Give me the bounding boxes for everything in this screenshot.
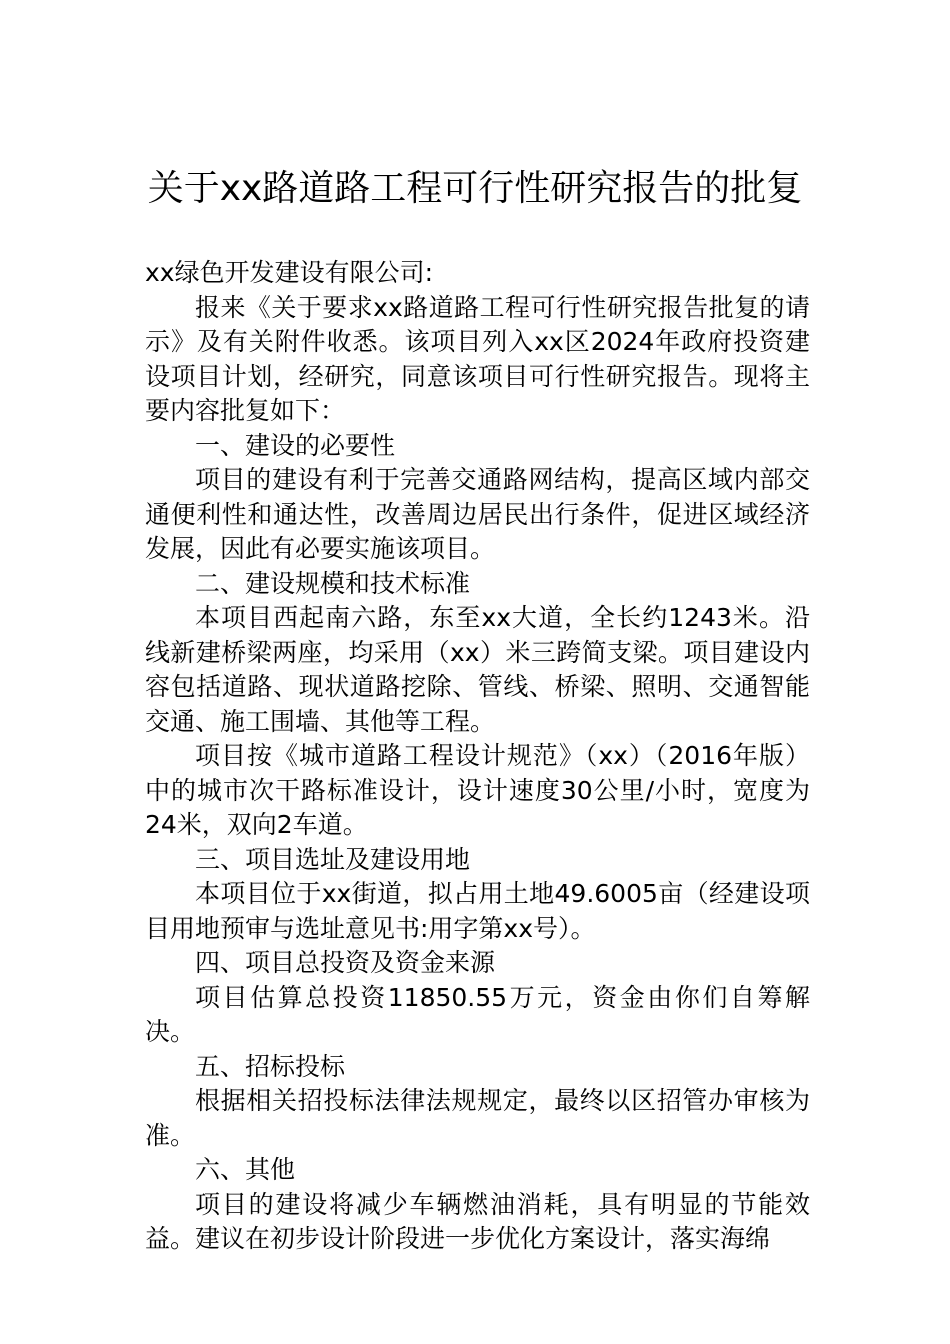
paragraph-scale: 本项目西起南六路，东至xx大道，全长约1243米。沿线新建桥梁两座，均采用（xx）米三跨简支梁。项目建设内容包括道路、现状道路挖除、管线、桥梁、照明、交通智能交通、施工围墙、其他等工程。 — [145, 603, 810, 736]
document-body — [145, 256, 810, 1257]
paragraph-other: 项目的建设将减少车辆燃油消耗，具有明显的节能效益。建议在初步设计阶段进一步优化方案设计，落实海绵 — [145, 1189, 810, 1253]
paragraph-necessity: 项目的建设有利于完善交通路网结构，提高区域内部交通便利性和通达性，改善周边居民出行条件，促进区域经济发展，因此有必要实施该项目。 — [145, 465, 810, 563]
salutation: xx绿色开发建设有限公司: — [145, 258, 434, 287]
section-heading-investment: 四、项目总投资及资金来源 — [195, 948, 496, 977]
paragraph-standard: 项目按《城市道路工程设计规范》（xx）（2016年版）中的城市次干路标准设计，设计速度30公里/小时，宽度为24米，双向2车道。 — [145, 741, 810, 839]
paragraph-intro: 报来《关于要求xx路道路工程可行性研究报告批复的请示》及有关附件收悉。该项目列入xx区2024年政府投资建设项目计划，经研究，同意该项目可行性研究报告。现将主要内容批复如下： — [145, 292, 810, 425]
paragraph-site: 本项目位于xx街道，拟占用土地49.6005亩（经建设项目用地预审与选址意见书:用字第xx号）。 — [145, 879, 810, 943]
section-heading-necessity: 一、建设的必要性 — [195, 430, 396, 460]
section-heading-other: 六、其他 — [195, 1155, 296, 1184]
document-title: 关于xx路道路工程可行性研究报告的批复 — [147, 168, 803, 209]
paragraph-investment: 项目估算总投资11850.55万元，资金由你们自筹解决。 — [145, 982, 810, 1046]
section-heading-bidding: 五、招标投标 — [195, 1051, 346, 1081]
paragraph-bidding: 根据相关招投标法律法规规定，最终以区招管办审核为准。 — [145, 1086, 810, 1150]
section-heading-scale: 二、建设规模和技术标准 — [195, 568, 471, 598]
section-heading-site: 三、项目选址及建设用地 — [195, 844, 471, 874]
